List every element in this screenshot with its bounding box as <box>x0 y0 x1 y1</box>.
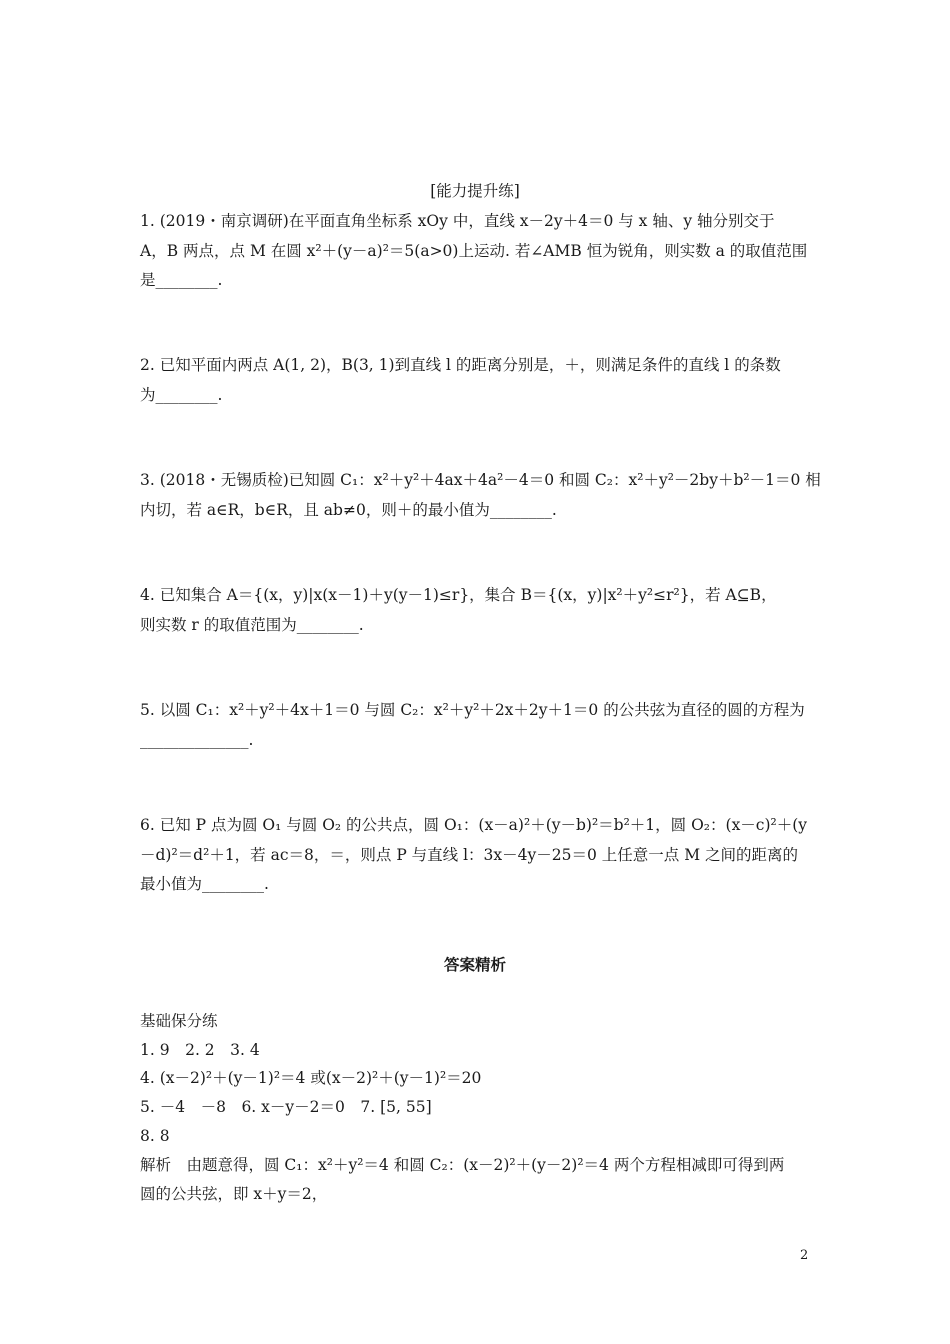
answer-line: 解析 由题意得，圆 C₁：x²＋y²＝4 和圆 C₂：(x－2)²＋(y－2)²＝4 两个方程相减即可得到两 <box>140 1156 785 1174</box>
problem-line: 3. (2018・无锡质检)已知圆 C₁：x²＋y²＋4ax＋4a²－4＝0 和圆 C₂：x²＋y²－2by＋b²－1＝0 相 <box>140 471 821 489</box>
answer-title: 答案精析 <box>443 956 506 974</box>
problem-line: 1. (2019・南京调研)在平面直角坐标系 xOy 中，直线 x－2y＋4＝0 与 x 轴、y 轴分别交于 <box>140 212 775 230</box>
problem-line: 最小值为________. <box>140 875 269 893</box>
page-number: 2 <box>800 1248 809 1263</box>
problem-line: 4. 已知集合 A＝{(x，y)|x(x－1)＋y(y－1)≤r}，集合 B＝{(x，y)|x²＋y²≤r²}，若 A⊆B， <box>140 586 777 604</box>
answer-line: 5. －4 －8 6. x－y－2＝0 7. [5, 55] <box>140 1098 432 1116</box>
problem-line: 6. 已知 P 点为圆 O₁ 与圆 O₂ 的公共点，圆 O₁：(x－a)²＋(y－b)²＝b²＋1，圆 O₂：(x－c)²＋(y <box>140 816 808 834</box>
problem-line: 则实数 r 的取值范围为________. <box>140 616 364 634</box>
answer-line: 圆的公共弦，即 x＋y＝2， <box>140 1185 328 1203</box>
problem-line: 内切，若 a∈R，b∈R，且 ab≠0，则＋的最小值为________. <box>140 501 557 519</box>
problem-line: 5. 以圆 C₁：x²＋y²＋4x＋1＝0 与圆 C₂：x²＋y²＋2x＋2y＋1＝0 的公共弦为直径的圆的方程为 <box>140 701 805 719</box>
section-title: [能力提升练] <box>430 182 520 200</box>
problem-line: 为________. <box>140 386 223 404</box>
problem-line: 2. 已知平面内两点 A(1, 2)，B(3, 1)到直线 l 的距离分别是，＋，则满足条件的直线 l 的条数 <box>140 356 781 374</box>
problem-line: 是________. <box>140 271 223 289</box>
problem-line: A，B 两点，点 M 在圆 x²＋(y－a)²＝5(a>0)上运动. 若∠AMB 恒为锐角，则实数 a 的取值范围 <box>140 242 808 260</box>
answer-line: 4. (x－2)²＋(y－1)²＝4 或(x－2)²＋(y－1)²＝20 <box>140 1069 482 1087</box>
problem-line: －d)²＝d²＋1，若 ac＝8，＝，则点 P 与直线 l：3x－4y－25＝0 上任意一点 M 之间的距离的 <box>140 846 799 864</box>
answer-line: 8. 8 <box>140 1127 170 1145</box>
answer-line: 基础保分练 <box>140 1012 218 1030</box>
problem-line: ______________. <box>140 731 254 749</box>
answer-line: 1. 9 2. 2 3. 4 <box>140 1041 260 1059</box>
